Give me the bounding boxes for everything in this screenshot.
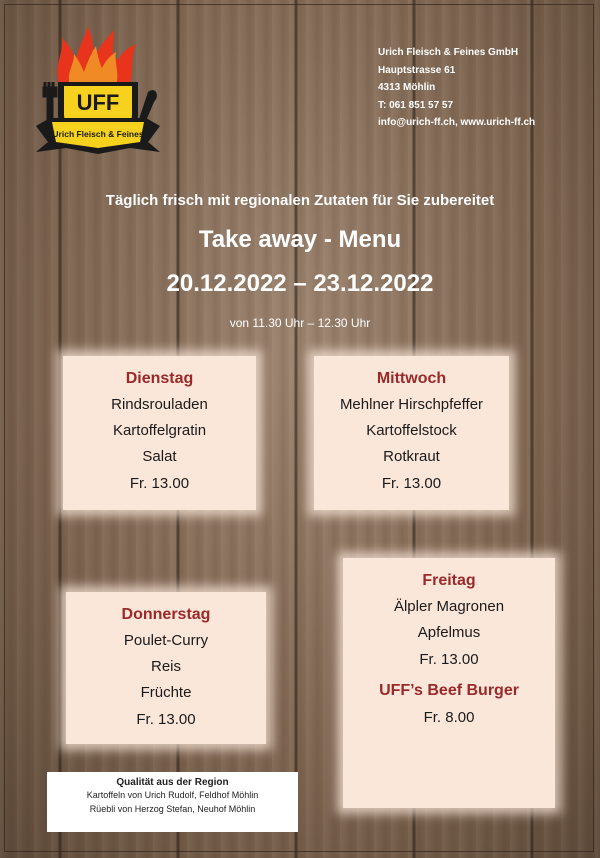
- menu-item: Rindsrouladen: [111, 396, 208, 413]
- logo-text: UFF: [76, 90, 120, 115]
- day-title: Freitag: [422, 572, 476, 589]
- company-address: [378, 44, 535, 132]
- company-city: 4313 Möhlin: [378, 82, 436, 93]
- quality-line: Kartoffeln von Urich Rudolf, Feldhof Möhlin: [86, 790, 259, 800]
- quality-box: [47, 772, 298, 832]
- menu-card-donnerstag: [66, 592, 266, 744]
- special-price: Fr. 8.00: [423, 709, 475, 726]
- menu-item: Früchte: [140, 684, 192, 701]
- page-title: Take away - Menu: [198, 226, 402, 253]
- quality-line: Rüebli von Herzog Stefan, Neuhof Möhlin: [89, 804, 256, 814]
- menu-price: Fr. 13.00: [419, 651, 479, 668]
- company-name: Urich Fleisch & Feines GmbH: [378, 47, 519, 58]
- day-title: Mittwoch: [376, 370, 447, 387]
- menu-item: Mehlner Hirschpfeffer: [339, 396, 484, 413]
- menu-item: Salat: [142, 448, 177, 465]
- day-title: Dienstag: [125, 370, 194, 387]
- day-title: Donnerstag: [121, 606, 211, 623]
- menu-price: Fr. 13.00: [129, 475, 190, 492]
- menu-item: Kartoffelstock: [366, 422, 457, 439]
- tagline: Täglich frisch mit regionalen Zutaten für Sie zubereitet: [105, 192, 495, 209]
- logo-banner-text: Urich Fleisch & Feines: [52, 129, 144, 139]
- company-street: Hauptstrasse 61: [378, 64, 456, 76]
- menu-card-freitag: [343, 558, 555, 808]
- menu-card-mittwoch: [314, 356, 509, 510]
- menu-item: Poulet-Curry: [123, 632, 209, 649]
- menu-card-dienstag: [63, 356, 256, 510]
- opening-hours: von 11.30 Uhr – 12.30 Uhr: [229, 316, 371, 330]
- menu-item: Rotkraut: [383, 448, 440, 465]
- company-phone: T: 061 851 57 57: [378, 99, 454, 111]
- date-range: 20.12.2022 – 23.12.2022: [166, 270, 434, 297]
- menu-price: Fr. 13.00: [381, 475, 442, 492]
- menu-item: Apfelmus: [417, 624, 481, 641]
- quality-title: Qualität aus der Region: [116, 777, 229, 788]
- special-title: UFF’s Beef Burger: [379, 682, 519, 699]
- menu-item: Reis: [150, 658, 181, 675]
- menu-item: Älpler Magronen: [393, 598, 505, 615]
- company-web: info@urich-ff.ch, www.urich-ff.ch: [378, 117, 536, 128]
- menu-price: Fr. 13.00: [136, 711, 196, 728]
- menu-item: Kartoffelgratin: [112, 422, 207, 439]
- uff-logo: [30, 26, 166, 160]
